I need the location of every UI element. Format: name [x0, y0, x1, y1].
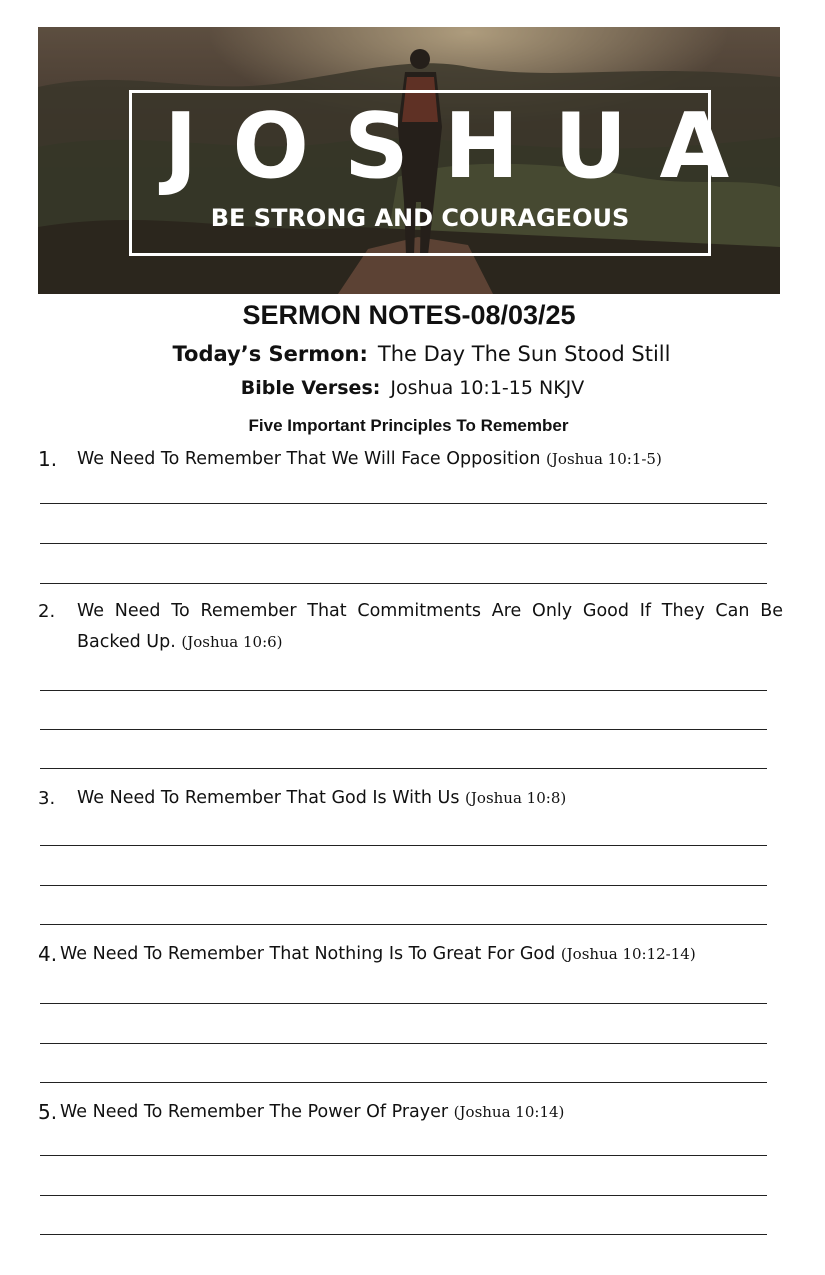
page-title: SERMON NOTES-08/03/25 — [242, 300, 576, 330]
sermon-label: Today’s Sermon: — [172, 342, 368, 366]
principle-number: 5. — [38, 1100, 58, 1124]
note-line[interactable] — [40, 924, 767, 925]
scripture-reference: (Joshua 10:14) — [453, 1103, 565, 1121]
principle-item — [38, 444, 783, 475]
principle-text: We Need To Remember That Commitments Are Only Good If They Can Be Backed Up. — [77, 601, 783, 652]
principle-text-block — [38, 939, 783, 970]
principle-text-block — [38, 444, 783, 475]
sermon-title: The Day The Sun Stood Still — [377, 342, 671, 366]
note-line[interactable] — [40, 845, 767, 846]
note-line[interactable] — [40, 503, 767, 504]
note-line[interactable] — [40, 729, 767, 730]
verses-label: Bible Verses: — [240, 377, 381, 399]
note-line[interactable] — [40, 690, 767, 691]
principle-text-block — [38, 596, 783, 658]
verses-value: Joshua 10:1-15 NKJV — [390, 377, 585, 399]
scripture-reference: (Joshua 10:1-5) — [546, 450, 662, 468]
note-line[interactable] — [40, 1234, 767, 1235]
note-line[interactable] — [40, 885, 767, 886]
banner-tagline: BE STRONG AND COURAGEOUS — [210, 204, 630, 232]
principle-number: 1. — [38, 447, 58, 471]
principle-item — [38, 939, 783, 970]
scripture-reference: (Joshua 10:8) — [465, 789, 567, 807]
principle-text: We Need To Remember The Power Of Prayer — [60, 1102, 449, 1122]
principle-text: We Need To Remember That Nothing Is To Great For God — [60, 944, 556, 964]
scripture-reference: (Joshua 10:12-14) — [560, 945, 696, 963]
principle-item — [38, 783, 783, 814]
sermon-line — [0, 340, 825, 368]
principle-text: We Need To Remember That God Is With Us — [77, 788, 460, 808]
scripture-reference: (Joshua 10:6) — [181, 633, 283, 651]
section-subtitle: Five Important Principles To Remember — [248, 416, 569, 435]
note-line[interactable] — [40, 1003, 767, 1004]
note-line[interactable] — [40, 583, 767, 584]
note-line[interactable] — [40, 768, 767, 769]
verses-line — [0, 375, 825, 401]
note-line[interactable] — [40, 543, 767, 544]
principle-number: 3. — [38, 788, 56, 809]
principle-item — [38, 1097, 783, 1128]
principle-number: 2. — [38, 601, 56, 622]
note-line[interactable] — [40, 1195, 767, 1196]
note-line[interactable] — [40, 1082, 767, 1083]
principle-text: We Need To Remember That We Will Face Opposition — [77, 449, 541, 469]
principle-text-block — [38, 1097, 783, 1128]
principle-number: 4. — [38, 942, 58, 966]
header-banner — [38, 27, 780, 294]
note-line[interactable] — [40, 1043, 767, 1044]
principle-item — [38, 596, 783, 658]
note-line[interactable] — [40, 1155, 767, 1156]
principle-text-block — [38, 783, 783, 814]
banner-title: JOSHUA — [164, 94, 765, 199]
